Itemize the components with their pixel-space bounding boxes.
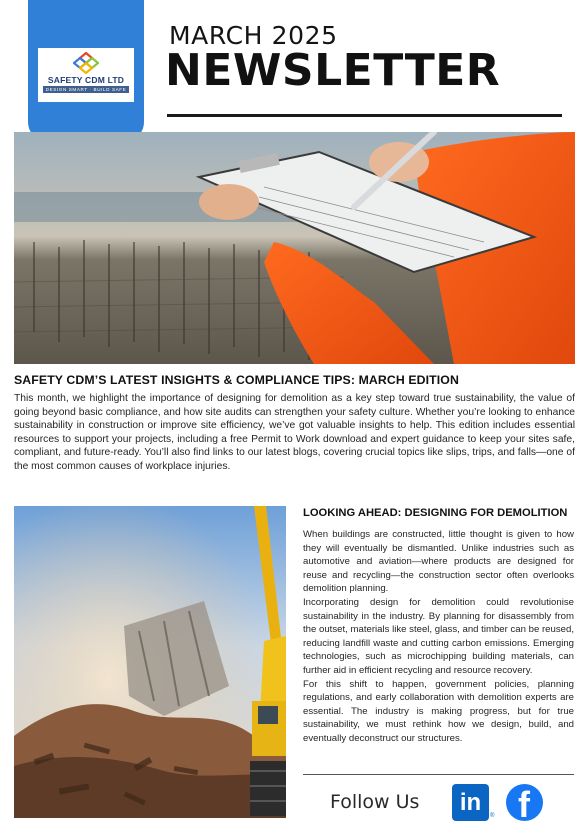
hero-image (14, 132, 575, 364)
issue-month: MARCH 2025 (169, 21, 338, 50)
linkedin-registered-mark: ® (490, 813, 495, 819)
logo-company-name: SAFETY CDM LTD (47, 75, 125, 85)
demolition-paragraph: When buildings are constructed, little thought is given to how they will eventually be dismantled. Unlike industries such as automotive and aviation—where products are designed for reuse and recycling—the construction sector often overlooks demolition planning. (303, 529, 574, 595)
logo-tab (28, 0, 144, 142)
linkedin-icon[interactable] (452, 784, 489, 821)
demolition-article (303, 528, 574, 746)
follow-divider (303, 774, 574, 775)
linkedin-icon-text: in (459, 788, 482, 816)
intro-paragraph: This month, we highlight the importance of designing for demolition as a key step toward true sustainability, the value of going beyond basic compliance, and how site audits can strengthen your safety culture. Whether you’re looking to enhance sustainability in construction or improve site efficiency, we’ve got valuable insights to help. This edition includes essential resources to support your projects, including a free Permit to Work download and expert guidance to keep your sites safe, compliant, and future-ready. You’ll also find links to our latest blogs, covering crucial topics like slips, trips, and falls—one of the most common causes of workplace injuries. (14, 393, 575, 472)
demolition-paragraph: For this shift to happen, government policies, planning regulations, and early collaboration with demolition experts are essential. The industry is making progress, but for true sustainability, we must rethink how we design, build, and eventually deconstruct our structures. (303, 678, 574, 744)
facebook-icon-text: f (518, 784, 530, 821)
logo-tagline: DESIGN SMART · BUILD SAFE (43, 86, 130, 93)
facebook-icon[interactable] (506, 784, 543, 821)
company-logo[interactable] (38, 48, 134, 102)
demolition-heading: LOOKING AHEAD: DESIGNING FOR DEMOLITION (303, 507, 568, 519)
demolition-image (14, 506, 286, 818)
logo-mark-icon (73, 52, 99, 74)
intro-heading: SAFETY CDM’S LATEST INSIGHTS & COMPLIANCE TIPS: MARCH EDITION (14, 373, 459, 387)
title-divider (167, 114, 562, 117)
newsletter-title: NEWSLETTER (165, 45, 501, 96)
demolition-paragraph: Incorporating design for demolition could revolutionise sustainability in the industry. By planning for disassembly from the outset, materials like steel, glass, and timber can be reused, reducing landfill waste and cutting carbon emissions. Emerging technologies, such as microchipping building materials, can further aid in efficient recycling and resource recovery. (303, 596, 574, 676)
follow-us-label: Follow Us (330, 791, 420, 813)
